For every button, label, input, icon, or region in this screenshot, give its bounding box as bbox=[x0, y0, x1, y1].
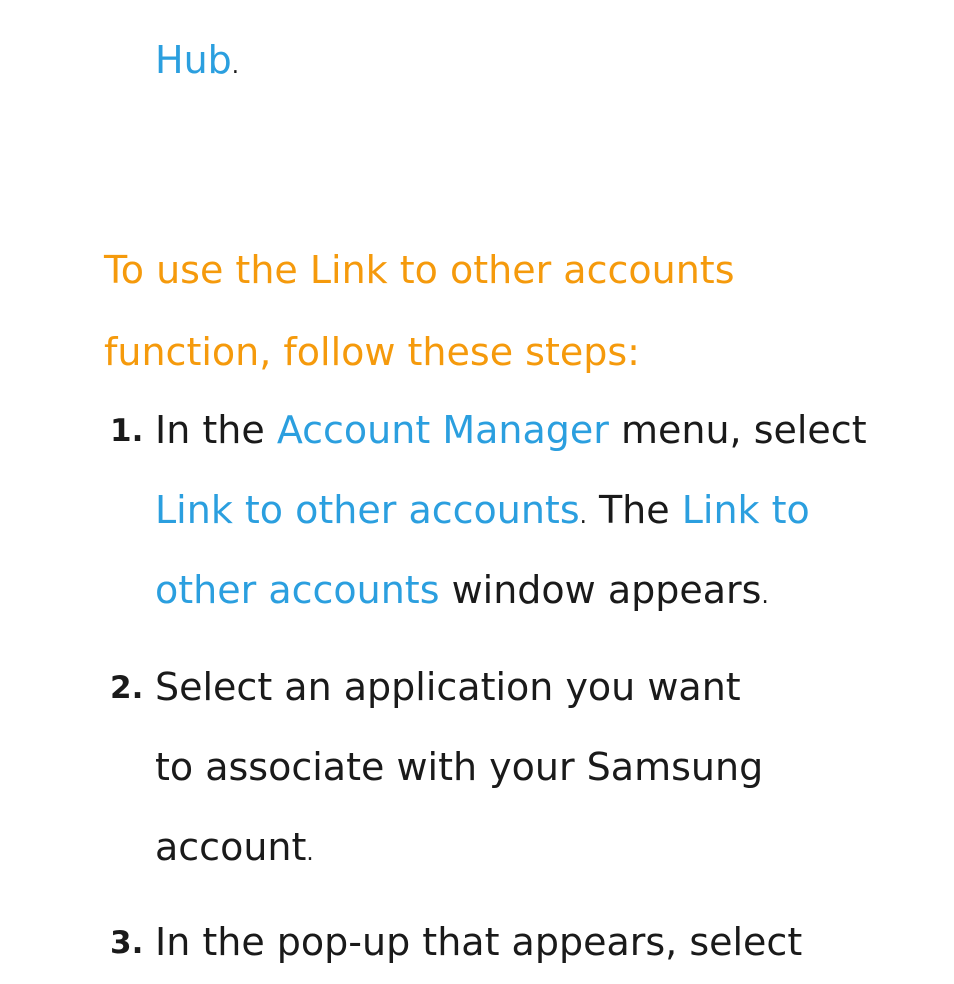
term-hub: Hub bbox=[155, 38, 232, 82]
step-text bbox=[155, 390, 945, 630]
section-heading bbox=[104, 229, 864, 393]
term-other-accounts: other accounts bbox=[155, 568, 440, 612]
step-1-line-1: In the Account Manager menu, select bbox=[155, 408, 867, 452]
heading-line-1: To use the Link to other accounts bbox=[104, 248, 735, 292]
step-1-line-3: other accounts window appears. bbox=[155, 568, 769, 612]
step-number: 2. bbox=[110, 670, 144, 706]
period: . bbox=[231, 53, 240, 79]
heading-line-2: function, follow these steps: bbox=[104, 330, 640, 374]
step-number: 1. bbox=[110, 413, 144, 449]
step-text bbox=[155, 647, 945, 887]
previous-text-fragment bbox=[155, 34, 239, 92]
term-account-manager: Account Manager bbox=[276, 408, 609, 452]
term-link-to-other-accounts: Link to other accounts bbox=[155, 488, 580, 532]
step-2-line-2: to associate with your Samsung bbox=[155, 745, 764, 789]
step-1-line-2: Link to other accounts. The Link to bbox=[155, 488, 810, 532]
step-text bbox=[155, 902, 945, 982]
step-2-line-3: account. bbox=[155, 825, 314, 869]
step-3-line-1: In the pop-up that appears, select bbox=[155, 920, 803, 964]
term-link-to: Link to bbox=[681, 488, 810, 532]
step-number: 3. bbox=[110, 925, 144, 961]
step-2-line-1: Select an application you want bbox=[155, 665, 741, 709]
